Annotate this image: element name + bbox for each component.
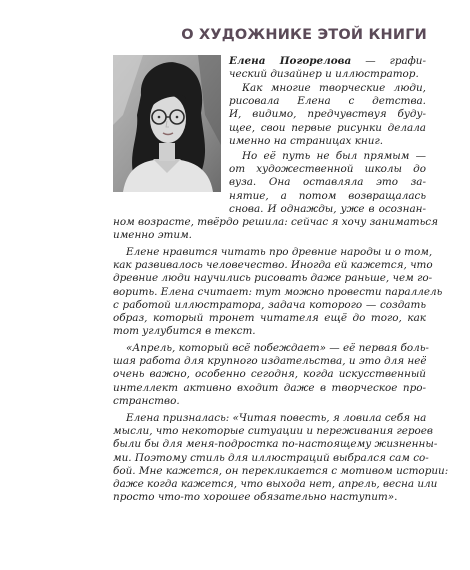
text-line: образ, который тронет читателя ещё до того, как	[113, 312, 426, 325]
text-line: Елена Погорелова — графи-	[229, 55, 426, 67]
bio-paragraph-1	[229, 55, 426, 81]
text-line: были бы для меня-подростка по-настоящему жизненны-	[113, 438, 438, 451]
text-line: вуза. Она оставляла это за-	[229, 176, 426, 189]
text-line: даже когда кажется, что выхода нет, апрель, весна или	[113, 478, 438, 491]
section-heading: О ХУДОЖНИКЕ ЭТОЙ КНИГИ	[181, 27, 427, 43]
text-line: щее, свои первые рисунки делала	[229, 121, 426, 134]
text-line: Как многие творческие люди,	[242, 82, 426, 94]
text-line: нятие, а потом возвращалась	[229, 189, 426, 202]
text-line: тот углубится в текст.	[113, 325, 256, 338]
bio-paragraph-5	[113, 342, 429, 408]
text-line: бой. Мне кажется, он перекликается с мотивом истории:	[113, 464, 449, 477]
text-line: ворить. Елена считает: тут можно провести параллель	[113, 285, 443, 298]
text-line: И, видимо, предчувствуя буду-	[229, 108, 426, 121]
text-line: просто что-то хорошее обязательно наступит».	[113, 491, 398, 504]
text-line: как развивалось человечество. Иногда ей кажется, что	[113, 259, 433, 272]
bio-paragraph-4	[113, 246, 443, 338]
bio-paragraph-3-continued	[113, 216, 439, 242]
text-line: снова. И однажды, уже в осознан-	[229, 202, 426, 215]
text-line: именно этим.	[113, 229, 192, 242]
artist-portrait-image	[113, 55, 221, 192]
text-line: мысли, что некоторые ситуации и переживания героев	[113, 425, 433, 438]
artist-photo	[113, 55, 221, 192]
text-line: от художественной школы до	[229, 163, 426, 176]
text-line: Елена призналась: «Читая повесть, я ловила себя на	[126, 412, 427, 424]
text-line: шая работа для крупного издательства, и это для неё	[113, 355, 427, 368]
text-line: интеллект активно входит даже в творческое про-	[113, 381, 426, 394]
text-line: очень важно, особенно сегодня, когда искусственный	[113, 368, 426, 381]
bio-paragraph-6	[113, 412, 449, 504]
text-line: ном возрасте, твёрдо решила: сейчас я хочу заниматься	[113, 216, 439, 228]
text-line: ми. Поэтому стиль для иллюстраций выбрался сам со-	[113, 451, 429, 464]
text-line: с работой иллюстратора, задача которого — создать	[113, 298, 426, 311]
artist-name: Елена Погорелова	[229, 55, 352, 67]
text-line: странство.	[113, 394, 180, 407]
text-line: Елене нравится читать про древние народы и о том,	[126, 246, 433, 258]
text-line: ческий дизайнер и иллюстратор.	[229, 68, 419, 81]
text-line: рисовала Елена с детства.	[229, 95, 426, 108]
text-line: древние люди научились рисовать даже раньше, чем го-	[113, 272, 433, 285]
bio-paragraph-2	[229, 82, 426, 148]
bio-paragraph-3	[229, 150, 426, 216]
text-line: «Апрель, который всё побеждает» — её первая боль-	[126, 342, 429, 354]
text-line: Но её путь не был прямым —	[242, 150, 426, 162]
text-line: именно на страницах книг.	[229, 134, 384, 147]
